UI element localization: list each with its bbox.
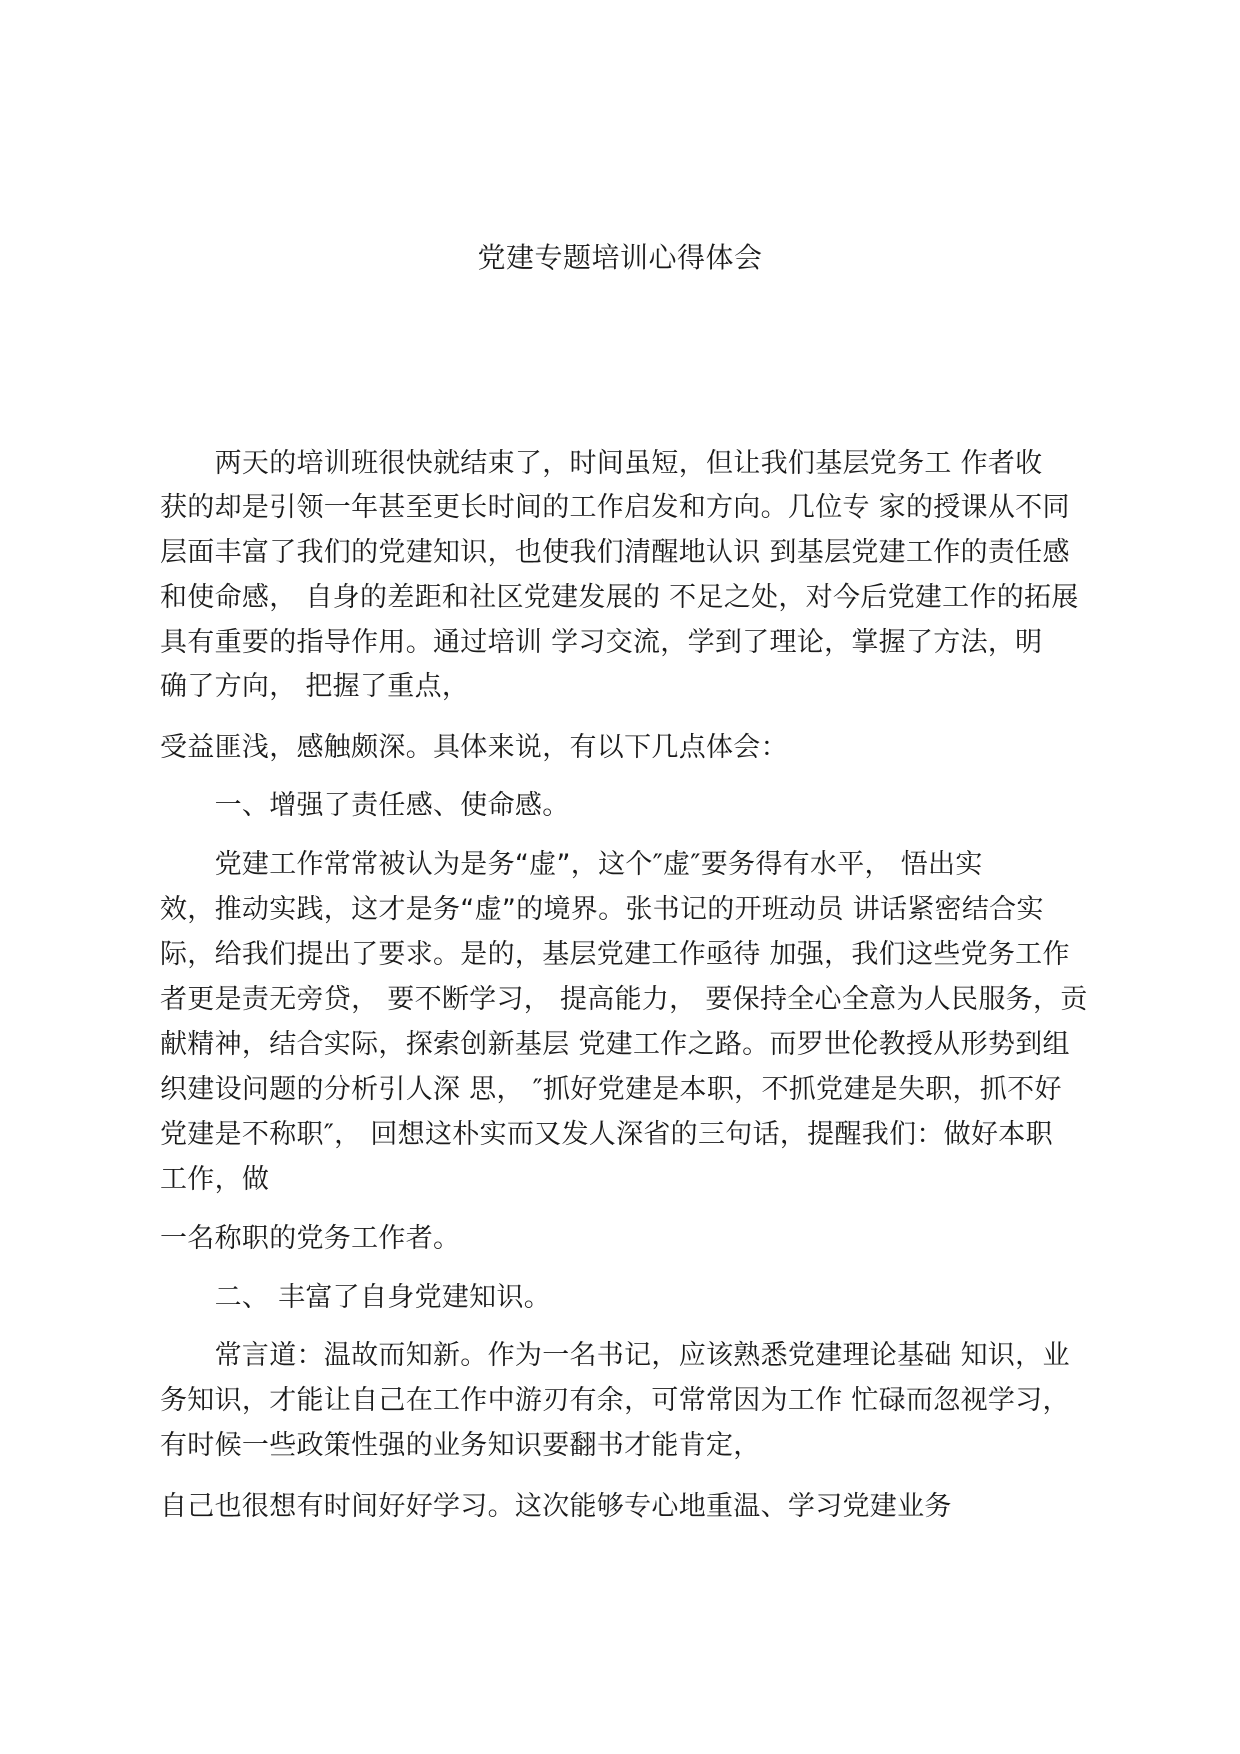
- paragraph-line: 效，推动实践，这才是务“虚”的境界。张书记的开班动员 讲话紧密结合实: [160, 894, 1044, 925]
- paragraph-line: 者更是责无旁贷， 要不断学习， 提高能力， 要保持全心全意为人民服务，贡: [160, 984, 1088, 1015]
- paragraph-line: 工作，做: [160, 1164, 270, 1195]
- paragraph-line: 常言道：温故而知新。作为一名书记，应该熟悉党建理论基础 知识，业: [160, 1340, 1070, 1371]
- paragraph-line: 获的却是引领一年甚至更长时间的工作启发和方向。几位专 家的授课从不同: [160, 492, 1070, 523]
- paragraph-line: 党建工作常常被认为是务“虚”，这个″虚″要务得有水平， 悟出实: [160, 849, 983, 880]
- paragraph-line: 具有重要的指导作用。通过培训 学习交流，学到了理论，掌握了方法，明: [160, 627, 1043, 658]
- document-title: 党建专题培训心得体会: [477, 241, 763, 274]
- paragraph-line: 自己也很想有时间好好学习。这次能够专心地重温、学习党建业务: [160, 1491, 952, 1522]
- paragraph-line: 织建设问题的分析引人深 思， ″抓好党建是本职，不抓党建是失职，抓不好: [160, 1074, 1062, 1105]
- paragraph-line: 际，给我们提出了要求。是的，基层党建工作亟待 加强，我们这些党务工作: [160, 939, 1070, 970]
- section-heading: 二、 丰富了自身党建知识。: [160, 1282, 552, 1313]
- paragraph-line: 一名称职的党务工作者。: [160, 1223, 461, 1254]
- paragraph-line: 受益匪浅，感触颇深。具体来说，有以下几点体会：: [160, 732, 788, 763]
- paragraph-line: 确了方向， 把握了重点，: [160, 671, 470, 702]
- paragraph-line: 党建是不称职″， 回想这朴实而又发人深省的三句话，提醒我们：做好本职: [160, 1119, 1053, 1150]
- paragraph-line: 两天的培训班很快就结束了，时间虽短，但让我们基层党务工 作者收: [160, 448, 1043, 479]
- paragraph-line: 层面丰富了我们的党建知识，也使我们清醒地认识 到基层党建工作的责任感: [160, 537, 1070, 568]
- paragraph-line: 务知识，才能让自己在工作中游刃有余，可常常因为工作 忙碌而忽视学习，: [160, 1385, 1070, 1416]
- paragraph-line: 献精神，结合实际，探索创新基层 党建工作之路。而罗世伦教授从形势到组: [160, 1029, 1070, 1060]
- section-heading: 一、增强了责任感、使命感。: [160, 790, 570, 821]
- paragraph-line: 有时候一些政策性强的业务知识要翻书才能肯定，: [160, 1430, 761, 1461]
- paragraph-line: 和使命感， 自身的差距和社区党建发展的 不足之处，对今后党建工作的拓展: [160, 582, 1079, 613]
